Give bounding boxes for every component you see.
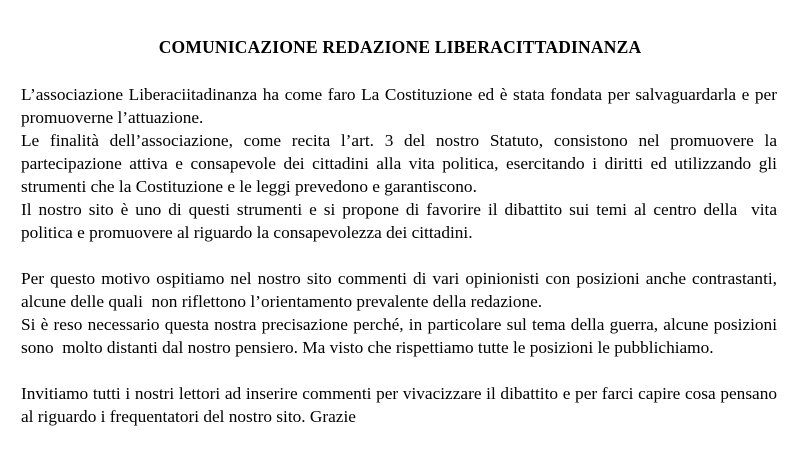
paragraph-statute-goals: Le finalità dell’associazione, come recita l’art. 3 del nostro Statuto, consistono nel promuovere la partecipazione attiva e consapevole dei cittadini alla vita politica, esercitando i diritti ed utilizzando gli strumenti che la Costituzione e le leggi prevedono e garantiscono. bbox=[21, 131, 782, 196]
paragraph-opinionists: Per questo motivo ospitiamo nel nostro sito commenti di vari opinionisti con posizioni anche contrastanti, alcune delle quali non riflettono l’orientamento prevalente della redazione. bbox=[21, 269, 782, 311]
paragraph-invitation: Invitiamo tutti i nostri lettori ad inserire commenti per vivacizzare il dibattito e per farci capire cosa pensano al riguardo i frequentatori del nostro sito. Grazie bbox=[21, 384, 782, 426]
document-body bbox=[21, 83, 782, 428]
paragraph-association-founding: L’associazione Liberaciitadinanza ha come faro La Costituzione ed è stata fondata per salvaguardarla e per promuoverne l’attuazione. bbox=[21, 85, 782, 127]
paragraph-clarification: Si è reso necessario questa nostra precisazione perché, in particolare sul tema della guerra, alcune posizioni sono molto distanti dal nostro pensiero. Ma visto che rispettiamo tutte le posizioni le pubblichiamo. bbox=[21, 315, 782, 357]
paragraph-site-purpose: Il nostro sito è uno di questi strumenti e si propone di favorire il dibattito sui temi al centro della vita politica e promuovere al riguardo la consapevolezza dei cittadini. bbox=[21, 200, 782, 242]
document-title: COMUNICAZIONE REDAZIONE LIBERACITTADINANZA bbox=[158, 37, 642, 57]
